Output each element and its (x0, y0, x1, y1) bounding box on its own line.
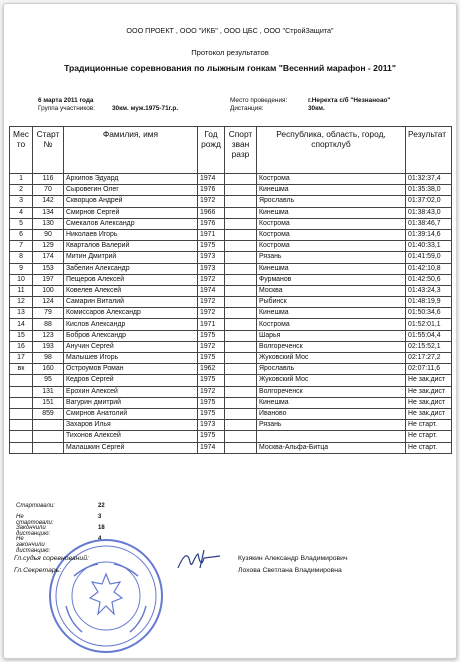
cell-club: Кинешма (257, 185, 406, 196)
cell-result: 01:40:33,1 (406, 241, 452, 252)
cell-bib: 859 (33, 408, 64, 419)
cell-rank (225, 375, 257, 386)
col-header-place: Мес то (10, 127, 33, 174)
cell-name: Тихонов Алексей (64, 431, 198, 442)
cell-rank (225, 274, 257, 285)
cell-name: Самарин Виталий (64, 297, 198, 308)
cell-rank (225, 319, 257, 330)
cell-name: Вагурин дмитрий (64, 397, 198, 408)
table-row (10, 263, 452, 274)
cell-year: 1972 (198, 386, 225, 397)
cell-name: Анучин Сергей (64, 341, 198, 352)
distance-label: Дистанция: (230, 105, 264, 112)
cell-rank (225, 408, 257, 419)
cell-club: Рязань (257, 252, 406, 263)
judge-signature (174, 548, 224, 574)
cell-year: 1975 (198, 408, 225, 419)
cell-bib: 98 (33, 353, 64, 364)
cell-club: Иваново (257, 408, 406, 419)
cell-club: Ярославль (257, 364, 406, 375)
cell-bib: 193 (33, 341, 64, 352)
cell-result: 01:38:43,0 (406, 207, 452, 218)
cell-rank (225, 196, 257, 207)
cell-year: 1975 (198, 431, 225, 442)
cell-result: Не старт. (406, 442, 452, 453)
cell-rank (225, 397, 257, 408)
cell-year: 1974 (198, 174, 225, 185)
cell-place (10, 420, 33, 431)
table-row (10, 408, 452, 419)
stat-label: Не закончили дистанцию: (16, 536, 51, 554)
cell-rank (225, 174, 257, 185)
chief-judge-name: Кузякин Александр Владимирович (238, 555, 348, 562)
cell-name: Смирнов Сергей (64, 207, 198, 218)
cell-year: 1972 (198, 341, 225, 352)
cell-year: 1972 (198, 274, 225, 285)
cell-place: 9 (10, 263, 33, 274)
cell-place (10, 408, 33, 419)
cell-place (10, 442, 33, 453)
table-row (10, 431, 452, 442)
table-row (10, 420, 452, 431)
cell-rank (225, 330, 257, 341)
stat-value: 3 (98, 514, 102, 520)
cell-club: Кострома (257, 229, 406, 240)
cell-club: Фурманов (257, 274, 406, 285)
place-label: Место проведения: (230, 97, 288, 104)
cell-club: Кострома (257, 319, 406, 330)
table-row (10, 341, 452, 352)
cell-club: Кинешма (257, 397, 406, 408)
cell-name: Николаев Игорь (64, 229, 198, 240)
table-row (10, 229, 452, 240)
cell-name: Кедров Сергей (64, 375, 198, 386)
cell-rank (225, 285, 257, 296)
cell-rank (225, 252, 257, 263)
cell-bib: 160 (33, 364, 64, 375)
cell-club: Волгореченск (257, 386, 406, 397)
cell-year: 1974 (198, 285, 225, 296)
cell-club (257, 431, 406, 442)
table-row (10, 196, 452, 207)
cell-place: 11 (10, 285, 33, 296)
cell-bib: 130 (33, 218, 64, 229)
cell-year: 1976 (198, 218, 225, 229)
cell-year: 1971 (198, 319, 225, 330)
cell-club: Ярославль (257, 196, 406, 207)
cell-place: 12 (10, 297, 33, 308)
table-row (10, 218, 452, 229)
results-body (10, 174, 452, 454)
col-header-rank: Спорт зван разр (225, 127, 257, 174)
cell-club: Кинешма (257, 207, 406, 218)
cell-bib: 88 (33, 319, 64, 330)
cell-rank (225, 241, 257, 252)
cell-name: Малышев Игорь (64, 353, 198, 364)
cell-bib: 123 (33, 330, 64, 341)
cell-result: 01:35:38,0 (406, 185, 452, 196)
cell-bib (33, 431, 64, 442)
cell-name: Пещеров Алексей (64, 274, 198, 285)
cell-name: Сыровегин Олег (64, 185, 198, 196)
cell-place: 3 (10, 196, 33, 207)
cell-year: 1972 (198, 297, 225, 308)
col-header-result: Результат (406, 127, 452, 174)
organizers-line: ООО ПРОЕКТ , ООО "ИКБ" , ООО ЦБС , ООО "СтройЗащита" (126, 26, 334, 35)
table-row (10, 297, 452, 308)
cell-name: Смекалов Александр (64, 218, 198, 229)
cell-place: 15 (10, 330, 33, 341)
cell-result: 02:07:11,6 (406, 364, 452, 375)
table-row (10, 364, 452, 375)
cell-year: 1966 (198, 207, 225, 218)
table-row (10, 442, 452, 453)
cell-club: Кострома (257, 218, 406, 229)
cell-year: 1972 (198, 196, 225, 207)
cell-rank (225, 308, 257, 319)
cell-club: Кинешма (257, 263, 406, 274)
cell-place: 5 (10, 218, 33, 229)
cell-bib: 174 (33, 252, 64, 263)
cell-club: Кинешма (257, 308, 406, 319)
table-row (10, 207, 452, 218)
cell-rank (225, 229, 257, 240)
cell-year: 1973 (198, 263, 225, 274)
cell-bib: 197 (33, 274, 64, 285)
table-row (10, 308, 452, 319)
cell-result: Не старт. (406, 431, 452, 442)
table-row (10, 252, 452, 263)
cell-rank (225, 263, 257, 274)
cell-year: 1972 (198, 308, 225, 319)
cell-result: 02:17:27,2 (406, 353, 452, 364)
cell-place: 17 (10, 353, 33, 364)
cell-rank (225, 353, 257, 364)
cell-club: Кострома (257, 241, 406, 252)
cell-result: Не зак.дист (406, 386, 452, 397)
col-header-year: Год рожд (198, 127, 225, 174)
cell-year: 1971 (198, 229, 225, 240)
cell-result: 01:43:24,3 (406, 285, 452, 296)
cell-name: Малашкин Сергей (64, 442, 198, 453)
results-header-row (10, 127, 452, 174)
cell-year: 1975 (198, 375, 225, 386)
cell-result: 01:50:34,6 (406, 308, 452, 319)
cell-bib: 100 (33, 285, 64, 296)
cell-place: вк (10, 364, 33, 375)
cell-result: 01:37:02,0 (406, 196, 452, 207)
stat-value: 22 (98, 503, 105, 509)
cell-place (10, 386, 33, 397)
cell-result: Не старт. (406, 420, 452, 431)
cell-bib: 70 (33, 185, 64, 196)
table-row (10, 375, 452, 386)
protocol-title: Протокол результатов (191, 48, 269, 57)
cell-name: Кислов Александр (64, 319, 198, 330)
group-value: 30км. муж.1975-71г.р. (112, 105, 179, 112)
cell-year: 1973 (198, 420, 225, 431)
cell-bib: 131 (33, 386, 64, 397)
cell-place: 4 (10, 207, 33, 218)
cell-bib: 95 (33, 375, 64, 386)
protocol-sheet (3, 3, 457, 659)
cell-year: 1962 (198, 364, 225, 375)
table-row (10, 185, 452, 196)
cell-name: Ерохин Алексей (64, 386, 198, 397)
cell-place (10, 431, 33, 442)
cell-result: 01:32:37,4 (406, 174, 452, 185)
cell-result: 01:42:10,8 (406, 263, 452, 274)
cell-club: Рыбинск (257, 297, 406, 308)
chief-judge-label: Гл.судья соревнований: (14, 555, 89, 562)
cell-club: Кострома (257, 174, 406, 185)
cell-result: Не зак.дист (406, 397, 452, 408)
cell-bib (33, 442, 64, 453)
cell-bib: 142 (33, 196, 64, 207)
cell-bib: 153 (33, 263, 64, 274)
cell-result: Не зак.дист (406, 375, 452, 386)
cell-place: 13 (10, 308, 33, 319)
cell-club: Жуковский Мос (257, 375, 406, 386)
chief-secretary-name: Лохова Светлана Владимировна (238, 567, 342, 574)
place-value: г.Нерехта с/б "Незнаноао" (308, 97, 391, 104)
cell-place (10, 397, 33, 408)
cell-name: Комиссаров Александр (64, 308, 198, 319)
cell-year: 1975 (198, 241, 225, 252)
col-header-club: Республика, область, город, спортклуб (257, 127, 406, 174)
cell-place: 7 (10, 241, 33, 252)
event-title: Традиционные соревнования по лыжным гонкам "Весенний марафон - 2011" (64, 63, 396, 73)
cell-place: 14 (10, 319, 33, 330)
cell-rank (225, 207, 257, 218)
cell-result: 01:55:04,4 (406, 330, 452, 341)
event-date: 6 марта 2011 года (38, 97, 94, 104)
cell-club: Волгореченск (257, 341, 406, 352)
cell-place: 6 (10, 229, 33, 240)
cell-place: 2 (10, 185, 33, 196)
cell-result: 01:41:59,0 (406, 252, 452, 263)
cell-club: Рязань (257, 420, 406, 431)
official-seal-stamp (46, 536, 166, 656)
cell-result: 01:52:01,1 (406, 319, 452, 330)
cell-rank (225, 431, 257, 442)
cell-bib: 129 (33, 241, 64, 252)
cell-year: 1975 (198, 353, 225, 364)
cell-result: 02:15:52,1 (406, 341, 452, 352)
cell-place: 16 (10, 341, 33, 352)
table-row (10, 353, 452, 364)
cell-place: 8 (10, 252, 33, 263)
cell-name: Скворцов Андрей (64, 196, 198, 207)
cell-year: 1975 (198, 330, 225, 341)
cell-result: Не зак.дист (406, 408, 452, 419)
cell-place (10, 375, 33, 386)
table-row (10, 241, 452, 252)
cell-bib: 90 (33, 229, 64, 240)
cell-result: 01:38:46,7 (406, 218, 452, 229)
table-row (10, 285, 452, 296)
cell-name: Кварталов Валерий (64, 241, 198, 252)
cell-rank (225, 364, 257, 375)
cell-place: 10 (10, 274, 33, 285)
cell-year: 1973 (198, 252, 225, 263)
cell-year: 1975 (198, 397, 225, 408)
cell-rank (225, 218, 257, 229)
table-row (10, 386, 452, 397)
cell-rank (225, 386, 257, 397)
cell-bib: 79 (33, 308, 64, 319)
cell-name: Забелин Александр (64, 263, 198, 274)
stat-label: Стартовали: (16, 503, 55, 509)
table-row (10, 397, 452, 408)
cell-rank (225, 341, 257, 352)
stat-label: Не стартовали: (16, 514, 54, 526)
cell-bib: 124 (33, 297, 64, 308)
cell-result: 01:48:19,9 (406, 297, 452, 308)
stat-label: Закончили дистанцию: (16, 525, 51, 537)
stat-value: 4 (98, 536, 102, 542)
cell-bib (33, 420, 64, 431)
cell-rank (225, 297, 257, 308)
cell-name: Смирнов Анатолий (64, 408, 198, 419)
cell-result: 01:42:50,6 (406, 274, 452, 285)
col-header-name: Фамилия, имя (64, 127, 198, 174)
cell-year: 1974 (198, 442, 225, 453)
table-row (10, 274, 452, 285)
cell-club: Москва-Альфа-Битца (257, 442, 406, 453)
cell-bib: 116 (33, 174, 64, 185)
col-header-bib: Старт № (33, 127, 64, 174)
cell-club: Жуковский Мос (257, 353, 406, 364)
table-row (10, 330, 452, 341)
cell-rank (225, 442, 257, 453)
distance-value: 30км. (308, 105, 325, 112)
cell-name: Бобров Александр (64, 330, 198, 341)
cell-place: 1 (10, 174, 33, 185)
cell-name: Захаров Илья (64, 420, 198, 431)
cell-year: 1976 (198, 185, 225, 196)
cell-rank (225, 420, 257, 431)
group-label: Группа участников: (38, 105, 95, 112)
cell-name: Митин Дмитрий (64, 252, 198, 263)
cell-name: Архипов Эдуард (64, 174, 198, 185)
cell-club: Шарья (257, 330, 406, 341)
cell-result: 01:39:14,6 (406, 229, 452, 240)
cell-name: Ковелев Алексей (64, 285, 198, 296)
cell-rank (225, 185, 257, 196)
table-row (10, 319, 452, 330)
cell-bib: 151 (33, 397, 64, 408)
results-table (9, 126, 452, 454)
stat-value: 18 (98, 525, 105, 531)
cell-bib: 134 (33, 207, 64, 218)
cell-name: Остроумов Роман (64, 364, 198, 375)
chief-secretary-label: Гл.Секретарь: (14, 567, 62, 574)
cell-club: Москва (257, 285, 406, 296)
table-row (10, 174, 452, 185)
